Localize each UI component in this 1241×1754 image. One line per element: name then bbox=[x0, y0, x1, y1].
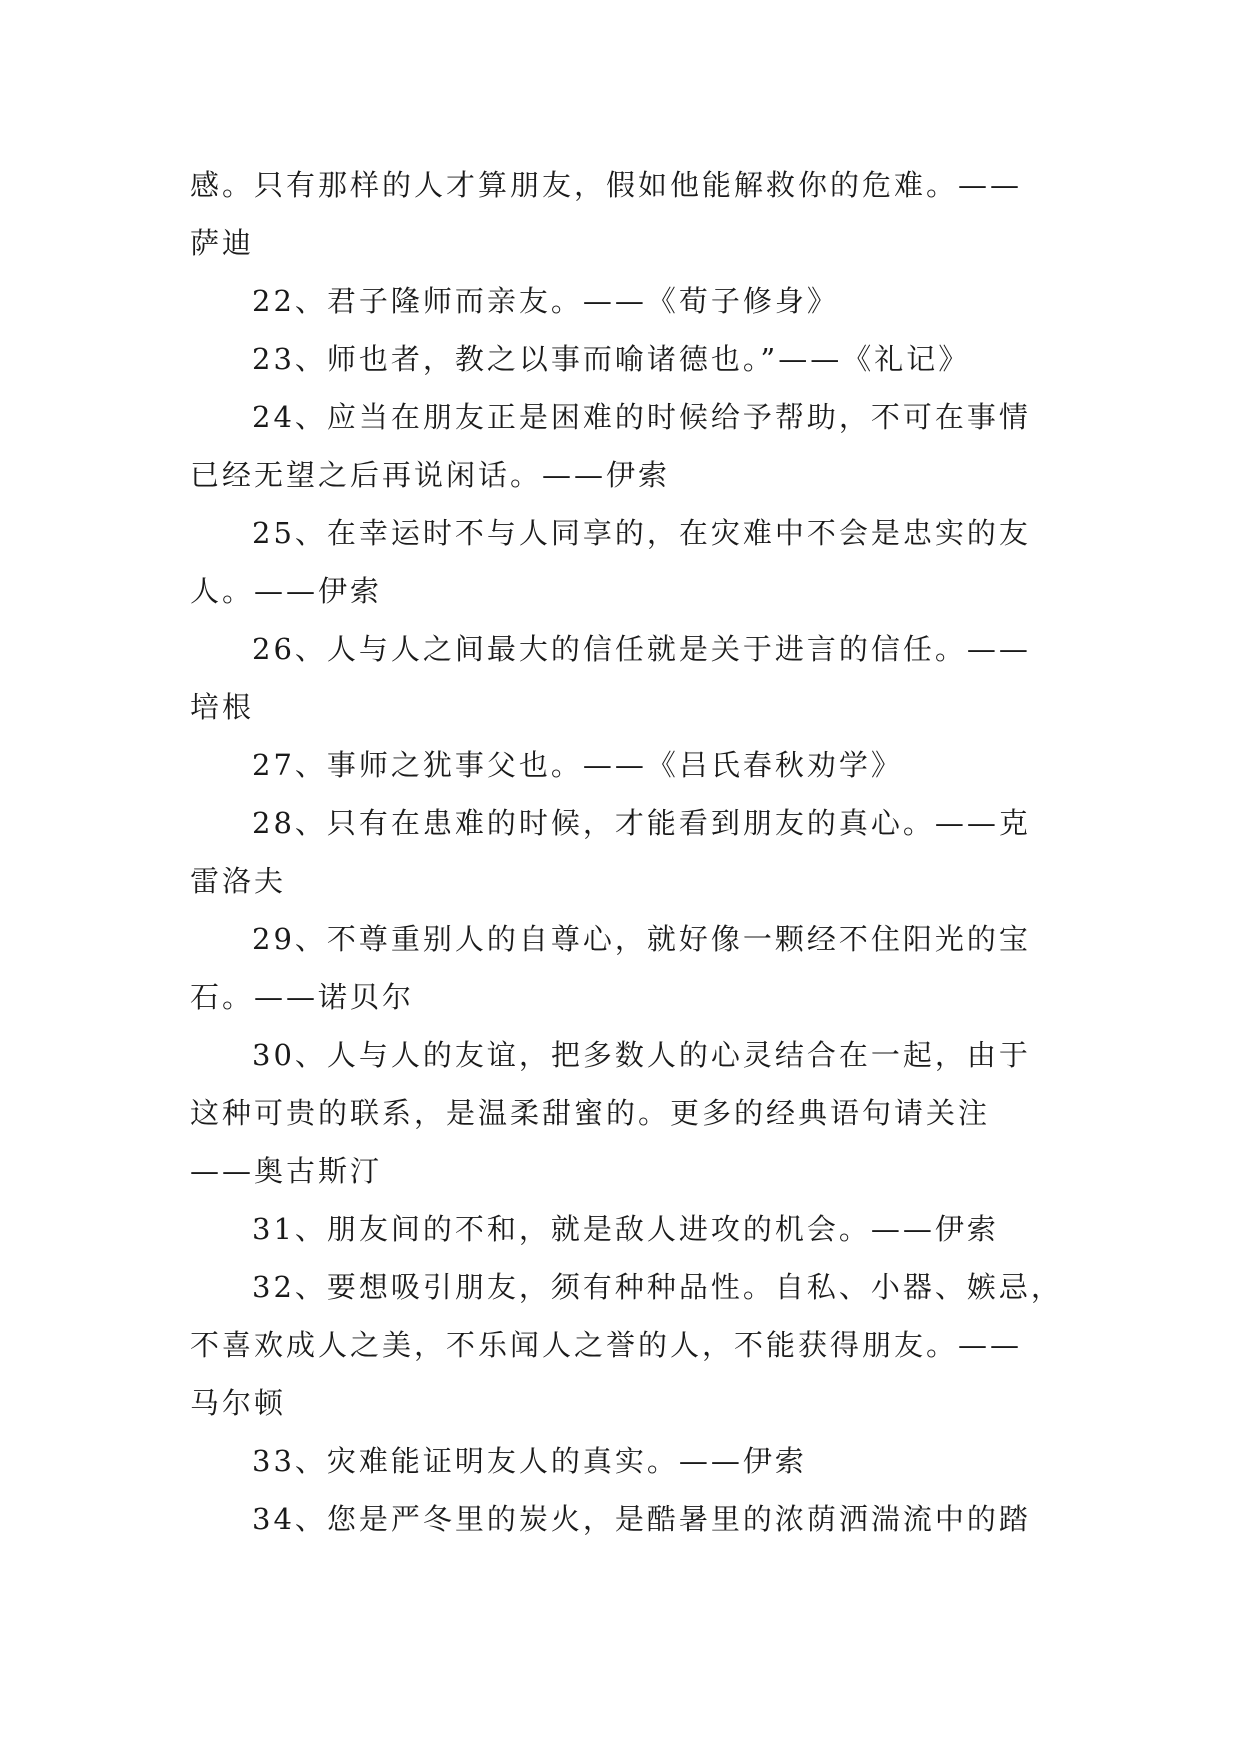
text-line: 33、灾难能证明友人的真实。——伊索 bbox=[252, 1444, 807, 1478]
text-line: 24、应当在朋友正是困难的时候给予帮助，不可在事情 bbox=[252, 400, 1031, 434]
text-line: 30、人与人的友谊，把多数人的心灵结合在一起，由于 bbox=[252, 1038, 1031, 1072]
text-line: 石。——诺贝尔 bbox=[190, 980, 415, 1014]
text-line: 27、事师之犹事父也。——《吕氏春秋劝学》 bbox=[252, 748, 903, 782]
text-line: 萨迪 bbox=[190, 226, 255, 260]
text-line: 31、朋友间的不和，就是敌人进攻的机会。——伊索 bbox=[252, 1212, 999, 1246]
text-line: 培根 bbox=[190, 690, 255, 724]
text-line: 23、师也者，教之以事而喻诸德也。”——《礼记》 bbox=[252, 342, 971, 376]
text-line: 已经无望之后再说闲话。——伊索 bbox=[190, 458, 671, 492]
text-line: ——奥古斯汀 bbox=[190, 1154, 383, 1188]
text-line: 25、在幸运时不与人同享的，在灾难中不会是忠实的友 bbox=[252, 516, 1031, 550]
text-line: 感。只有那样的人才算朋友，假如他能解救你的危难。—— bbox=[190, 168, 1023, 202]
text-line: 22、君子隆师而亲友。——《荀子修身》 bbox=[252, 284, 839, 318]
text-line: 28、只有在患难的时候，才能看到朋友的真心。——克 bbox=[252, 806, 1031, 840]
text-line: 不喜欢成人之美，不乐闻人之誉的人，不能获得朋友。—— bbox=[190, 1328, 1023, 1362]
text-line: 马尔顿 bbox=[190, 1386, 287, 1420]
text-line: 34、您是严冬里的炭火，是酷暑里的浓荫洒湍流中的踏 bbox=[252, 1502, 1031, 1536]
text-line: 这种可贵的联系，是温柔甜蜜的。更多的经典语句请关注 bbox=[190, 1096, 991, 1130]
text-line: 人。——伊索 bbox=[190, 574, 383, 608]
text-line: 雷洛夫 bbox=[190, 864, 287, 898]
text-line: 32、要想吸引朋友，须有种种品性。自私、小器、嫉忌， bbox=[252, 1270, 1063, 1304]
text-line: 26、人与人之间最大的信任就是关于进言的信任。—— bbox=[252, 632, 1031, 666]
text-line: 29、不尊重别人的自尊心，就好像一颗经不住阳光的宝 bbox=[252, 922, 1031, 956]
